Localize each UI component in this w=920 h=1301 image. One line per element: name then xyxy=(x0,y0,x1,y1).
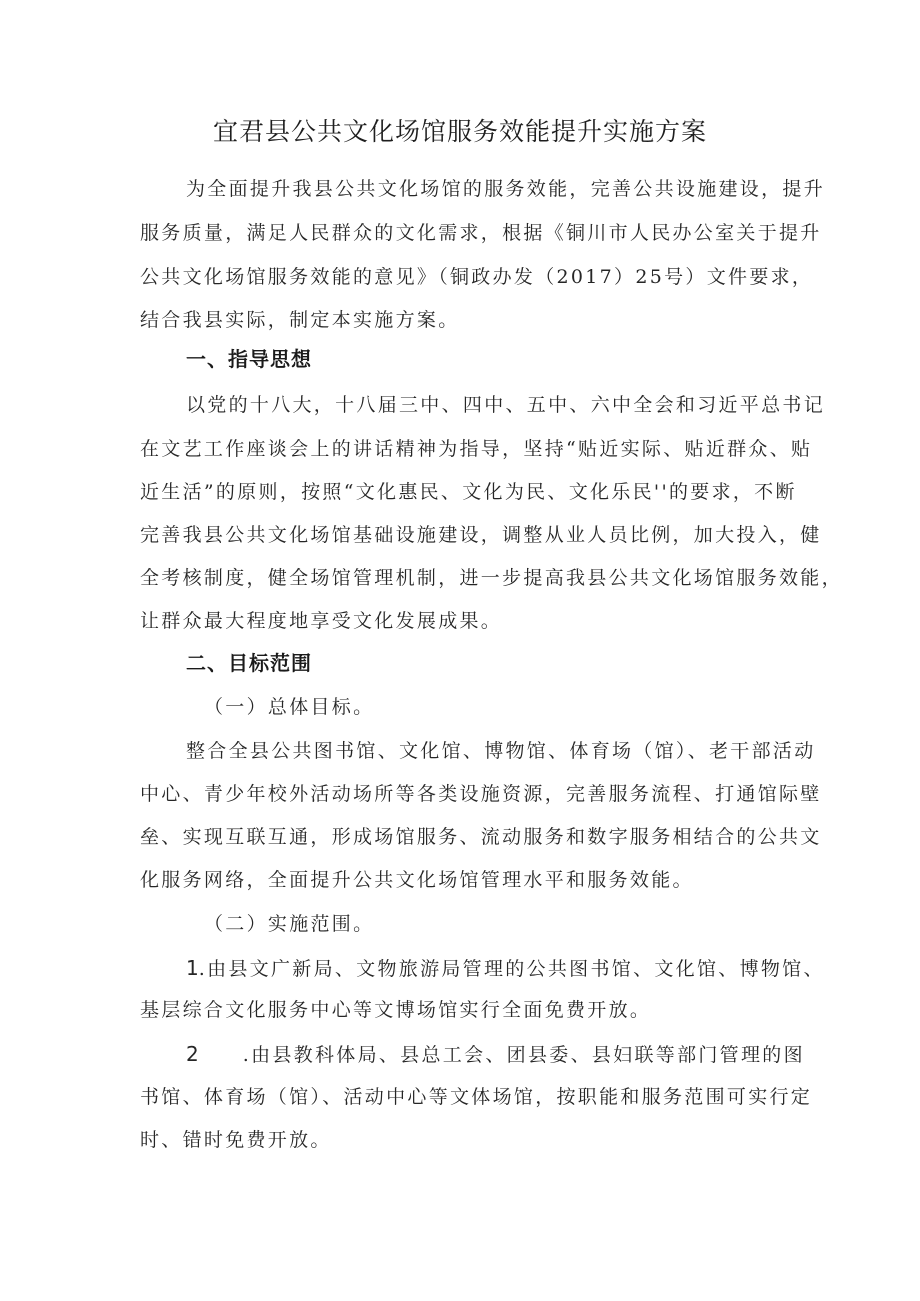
section1-line-6: 让群众最大程度地享受文化发展成果。 xyxy=(140,610,503,632)
item2-number: 2 xyxy=(186,1042,199,1066)
document-title: 宜君县公共文化场馆服务效能提升实施方案 xyxy=(212,117,707,146)
section1-line-5: 全考核制度，健全场馆管理机制，进一步提高我县公共文化场馆服务效能， xyxy=(140,567,843,589)
section1-line-3: 近生活”的原则，按照“文化惠民、文化为民、文化乐民''的要求，不断 xyxy=(140,481,797,503)
item2-line-1 xyxy=(186,1041,846,1068)
section1-line-4: 完善我县公共文化场馆基础设施建设，调整从业人员比例，加大投入，健 xyxy=(140,524,822,546)
section1-line-2: 在文艺工作座谈会上的讲话精神为指导，坚持“贴近实际、贴近群众、贴 xyxy=(140,438,813,460)
subsection-overall-goal: （一）总体目标。 xyxy=(204,696,375,718)
item1-text: .由县文广新局、文物旅游局管理的公共图书馆、文化馆、博物馆、 xyxy=(198,958,825,980)
item1-line-1 xyxy=(186,955,846,982)
intro-line-2: 服务质量，满足人民群众的文化需求，根据《铜川市人民办公室关于提升 xyxy=(140,222,822,244)
sub1-line-4: 化服务网络，全面提升公共文化场馆管理水平和服务效能。 xyxy=(140,869,694,891)
item2-line-3: 时、错时免费开放。 xyxy=(140,1129,332,1151)
intro-line-3: 公共文化场馆服务效能的意见》（铜政办发（2017）25号）文件要求， xyxy=(140,266,814,288)
intro-line-1: 为全面提升我县公共文化场馆的服务效能，完善公共设施建设，提升 xyxy=(186,178,826,200)
section-heading-guiding-ideology: 一、指导思想 xyxy=(186,347,312,371)
section-heading-target-scope: 二、目标范围 xyxy=(186,651,312,675)
sub1-line-1: 整合全县公共图书馆、文化馆、博物馆、体育场（馆）、老干部活动 xyxy=(186,740,816,762)
intro-line-4: 结合我县实际，制定本实施方案。 xyxy=(140,309,460,331)
item2-line-2: 书馆、体育场（馆）、活动中心等文体场馆，按职能和服务范围可实行定 xyxy=(140,1086,813,1108)
sub1-line-2: 中心、青少年校外活动场所等各类设施资源，完善服务流程、打通馆际壁 xyxy=(140,783,822,805)
section1-line-1: 以党的十八大，十八届三中、四中、五中、六中全会和习近平总书记 xyxy=(186,394,826,416)
item1-number: 1 xyxy=(186,956,199,980)
subsection-implementation-scope: （二）实施范围。 xyxy=(204,913,375,935)
sub1-line-3: 垒、实现互联互通，形成场馆服务、流动服务和数字服务相结合的公共文 xyxy=(140,826,822,848)
item2-text: .由县教科体局、县总工会、团县委、县妇联等部门管理的图 xyxy=(242,1044,805,1066)
item1-line-2: 基层综合文化服务中心等文博场馆实行全面免费开放。 xyxy=(140,999,652,1021)
